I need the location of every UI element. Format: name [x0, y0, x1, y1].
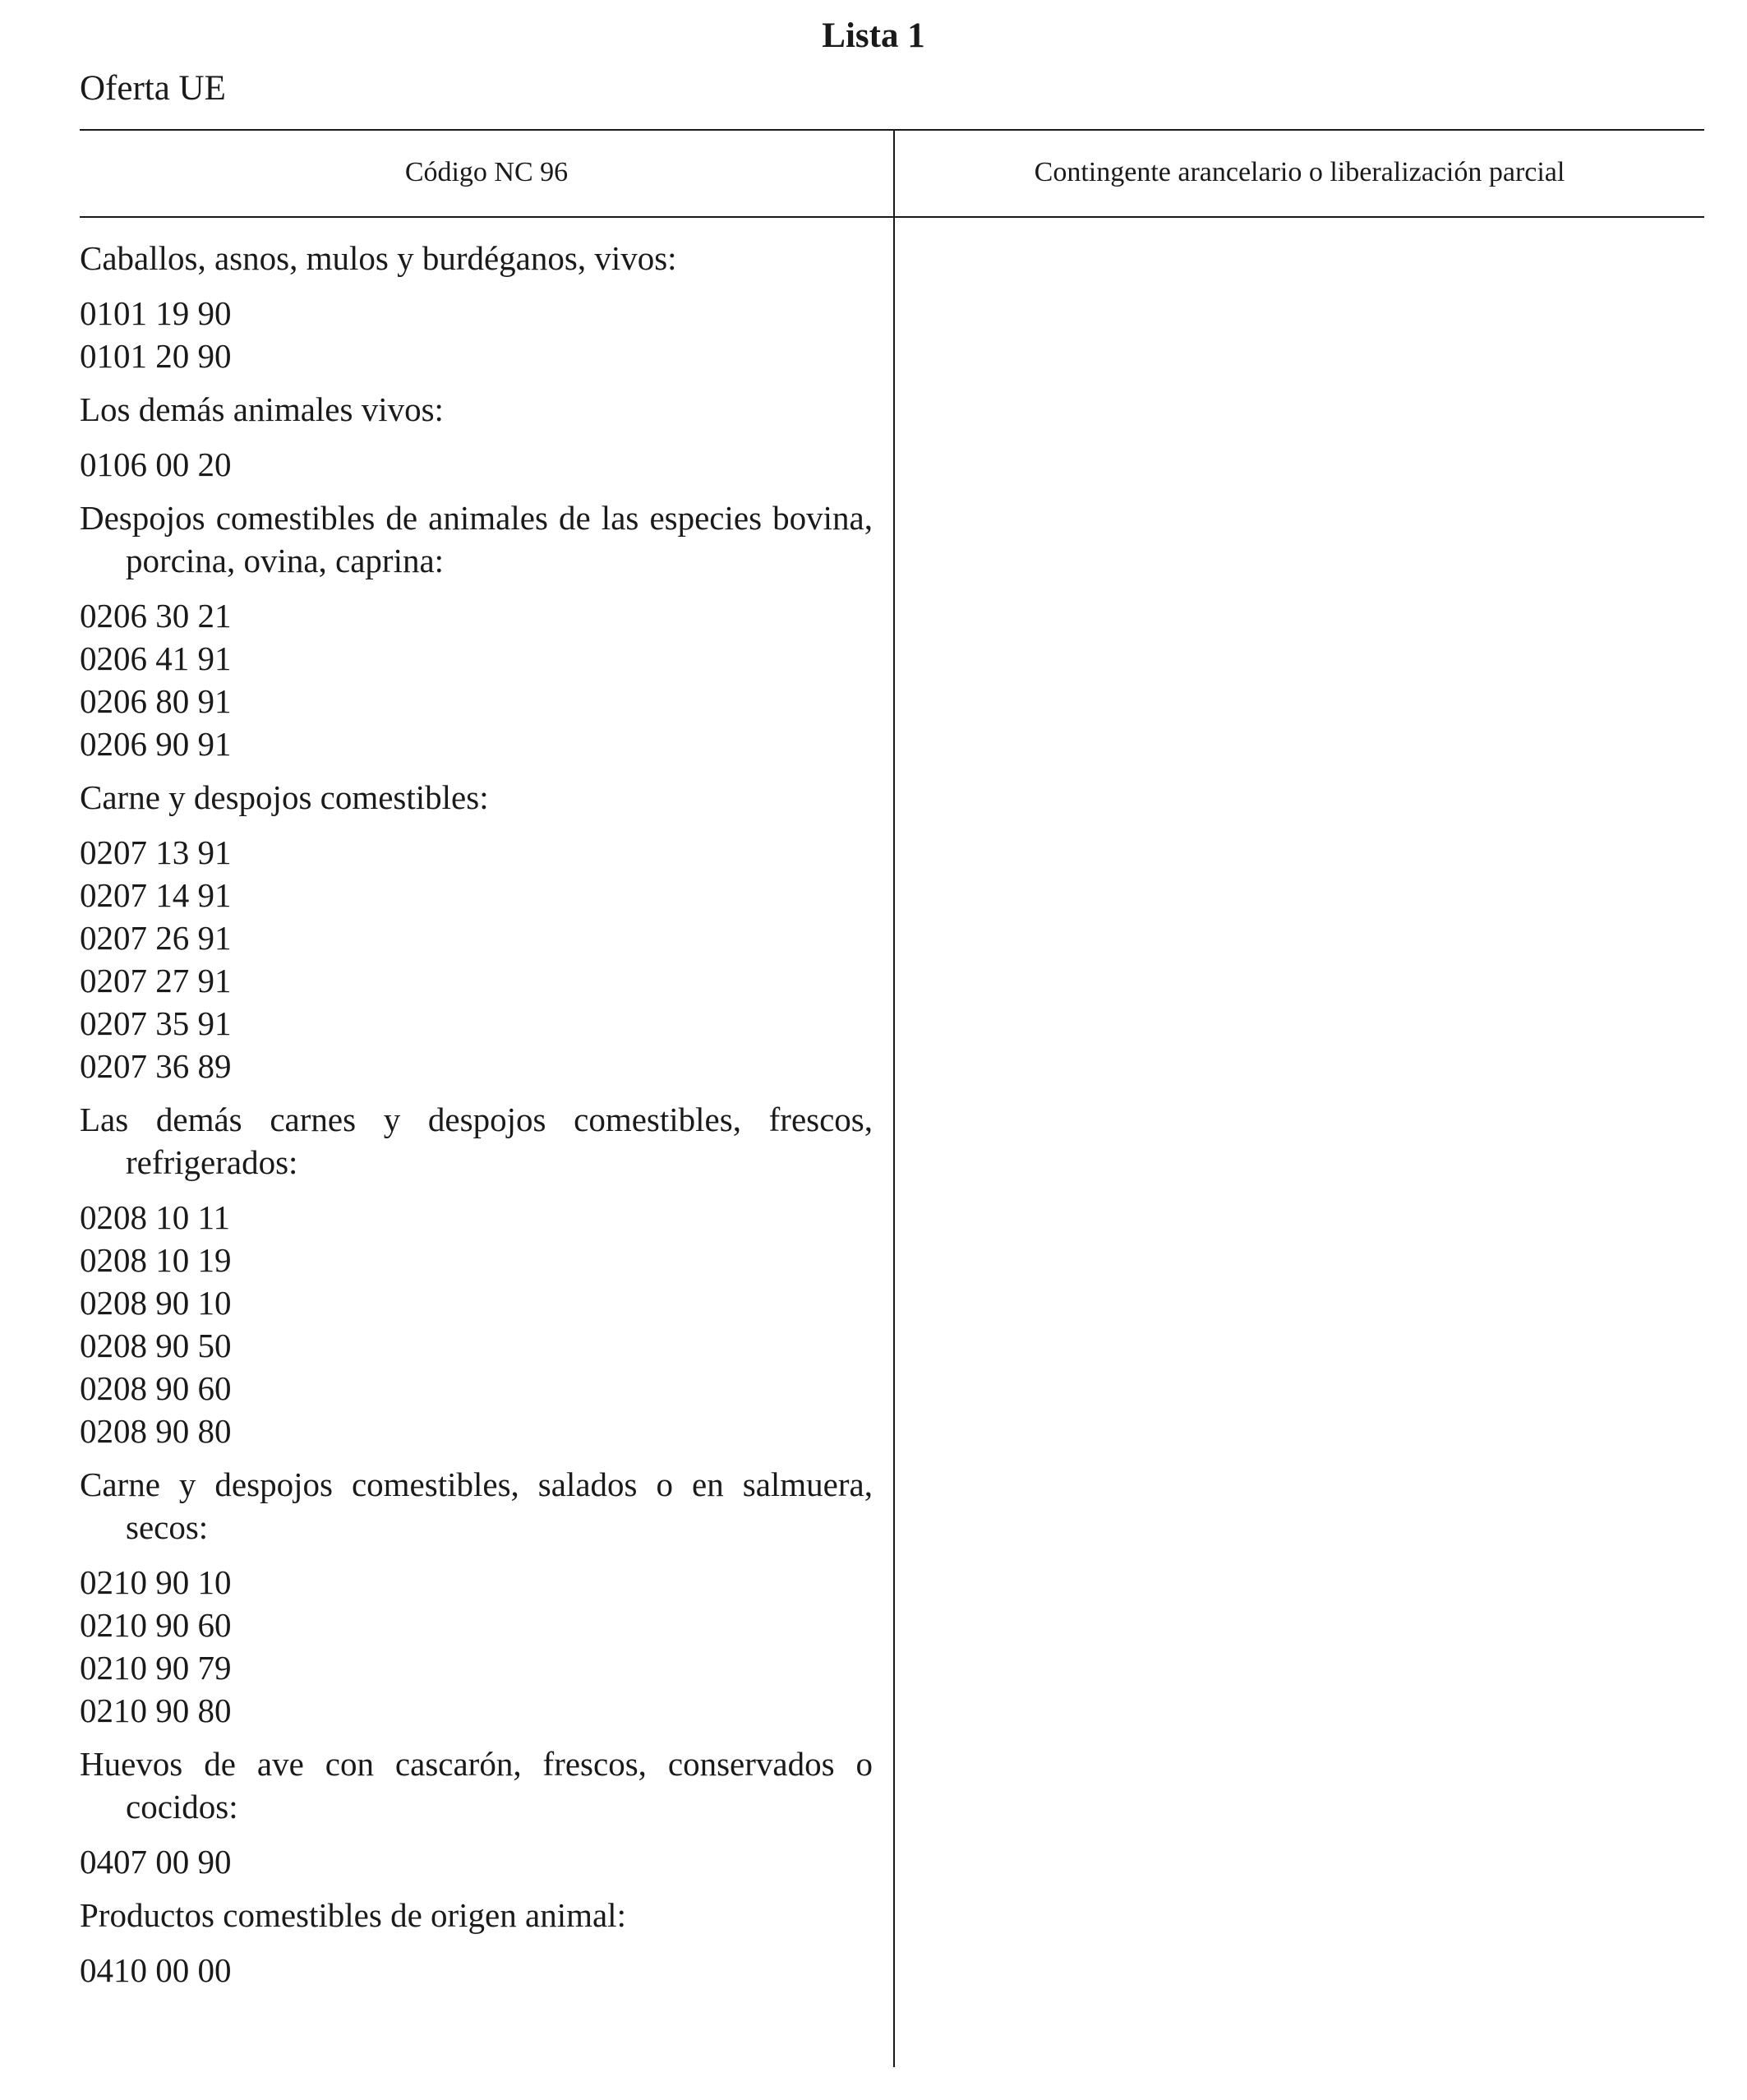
tariff-table	[80, 129, 1704, 2067]
product-group	[80, 1098, 873, 1452]
nc-code: 0210 90 79	[80, 1649, 232, 1687]
nc-code: 0210 90 80	[80, 1692, 232, 1729]
product-group-description: Carne y despojos comestibles, salados o en salmuera, secos:	[80, 1465, 873, 1546]
column-divider	[893, 129, 895, 2067]
product-group	[80, 1463, 873, 1732]
product-group-description: Los demás animales vivos:	[80, 390, 444, 428]
product-group	[80, 237, 873, 377]
nc-code: 0210 90 10	[80, 1563, 232, 1601]
nc-code: 0207 27 91	[80, 962, 232, 999]
nc-code: 0208 10 19	[80, 1241, 232, 1279]
nc-code: 0210 90 60	[80, 1606, 232, 1644]
product-group-description: Despojos comestibles de animales de las especies bovina, porcina, ovina, caprina:	[80, 499, 873, 579]
nc-code: 0208 90 60	[80, 1369, 232, 1407]
nc-code: 0101 20 90	[80, 337, 232, 375]
column-header-quota: Contingente arancelario o liberalización parcial	[1034, 157, 1565, 187]
nc-code: 0206 80 91	[80, 682, 232, 720]
nc-code: 0206 30 21	[80, 597, 232, 635]
nc-code: 0206 41 91	[80, 639, 232, 677]
nc-code: 0207 35 91	[80, 1004, 232, 1042]
nc-code: 0101 19 90	[80, 294, 232, 332]
product-group-description: Productos comestibles de origen animal:	[80, 1896, 626, 1934]
code-list	[80, 443, 873, 486]
code-list	[80, 292, 873, 377]
nc-code: 0207 14 91	[80, 876, 232, 914]
nc-code: 0207 26 91	[80, 919, 232, 957]
nc-code: 0206 90 91	[80, 725, 232, 763]
code-list	[80, 1949, 873, 1992]
nc-code: 0208 90 50	[80, 1327, 232, 1364]
nc-code: 0208 10 11	[80, 1198, 230, 1236]
product-group	[80, 776, 873, 1087]
product-group	[80, 496, 873, 765]
product-group-description: Las demás carnes y despojos comestibles, frescos, refrigerados:	[80, 1101, 873, 1181]
product-group	[80, 1894, 873, 1992]
product-group	[80, 388, 873, 486]
nc-code: 0407 00 90	[80, 1843, 232, 1881]
code-list	[80, 1561, 873, 1732]
page-title: Lista 1	[822, 16, 925, 55]
product-group-description: Caballos, asnos, mulos y burdéganos, vivos:	[80, 239, 677, 277]
page-subtitle: Oferta UE	[80, 69, 226, 108]
product-group-description: Carne y despojos comestibles:	[80, 778, 489, 816]
code-list	[80, 1196, 873, 1452]
nc-code: 0208 90 10	[80, 1284, 232, 1322]
nc-code: 0208 90 80	[80, 1412, 232, 1450]
code-column	[80, 237, 873, 2002]
nc-code: 0410 00 00	[80, 1951, 232, 1989]
nc-code: 0207 36 89	[80, 1047, 232, 1085]
code-list	[80, 594, 873, 765]
column-header-code: Código NC 96	[404, 157, 569, 187]
product-group-description: Huevos de ave con cascarón, frescos, conservados o cocidos:	[80, 1745, 873, 1825]
code-list	[80, 831, 873, 1087]
code-list	[80, 1840, 873, 1883]
table-header-rule	[80, 216, 1704, 218]
nc-code: 0207 13 91	[80, 833, 232, 871]
product-group	[80, 1742, 873, 1883]
nc-code: 0106 00 20	[80, 445, 232, 483]
